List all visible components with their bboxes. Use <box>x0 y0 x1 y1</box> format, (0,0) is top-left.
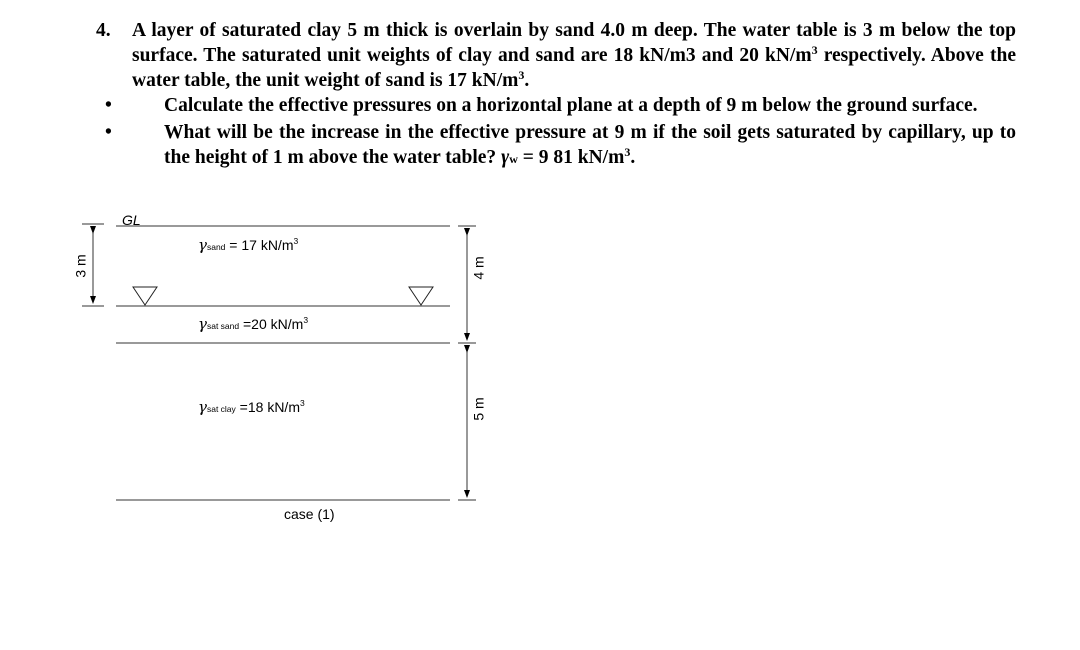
bullet-marker: • <box>105 122 112 143</box>
superscript: 3 <box>293 236 299 246</box>
layer-label-sand <box>198 236 298 254</box>
bullet-text-end: . <box>630 147 636 168</box>
gamma-subscript: sand <box>206 242 226 252</box>
water-table-symbol <box>409 287 433 305</box>
superscript: 3 <box>811 43 818 57</box>
bullet-marker: • <box>105 95 112 116</box>
superscript: 3 <box>518 68 525 82</box>
question-text-part2: respectively. Above the water table, the unit weight of sand is 17 kN/m <box>132 45 1016 91</box>
superscript: 3 <box>303 315 309 325</box>
right-dimension-label-5m: 5 m <box>470 397 487 421</box>
bullet-text: Calculate the effective pressures on a horizontal plane at a depth of 9 m below the ground surface. <box>164 95 978 116</box>
gamma-symbol: γ <box>198 398 207 416</box>
left-dimension-label: 3 m <box>72 254 89 278</box>
gamma-symbol: γ <box>198 315 207 333</box>
ground-level-label: GL <box>122 212 141 228</box>
diagram-caption: case (1) <box>284 506 335 522</box>
unit-weight-value: = 17 kN/m <box>225 237 294 253</box>
superscript: 3 <box>624 145 631 159</box>
layer-label-sat-clay <box>198 398 305 416</box>
unit-weight-water: = 9 81 kN/m <box>517 147 625 168</box>
unit-weight-value: =18 kN/m <box>235 399 300 415</box>
superscript: 3 <box>300 398 305 408</box>
bullet-text-main: What will be the increase in the effective pressure at 9 m if the soil gets saturated by capillary, up to the height of 1 m above the water table? <box>164 122 1016 168</box>
question-number: 4. <box>96 20 111 41</box>
gamma-subscript: sat clay <box>206 404 236 414</box>
gamma-symbol: γ <box>198 236 207 254</box>
gamma-subscript: w <box>509 152 518 166</box>
gamma-subscript: sat sand <box>206 321 240 331</box>
question-text-part1: A layer of saturated clay 5 m thick is overlain by sand 4.0 m deep. The water table is 3 m below the top surface. The saturated unit weights of clay and sand are 18 kN/m3 and 20 kN/m <box>132 20 1016 66</box>
layer-label-sat-sand <box>198 315 308 333</box>
question-text-end: . <box>524 70 530 91</box>
water-table-symbol <box>133 287 157 305</box>
right-dimension-label-4m: 4 m <box>470 256 487 280</box>
gamma-symbol: γ <box>501 147 510 168</box>
unit-weight-value: =20 kN/m <box>239 316 304 332</box>
